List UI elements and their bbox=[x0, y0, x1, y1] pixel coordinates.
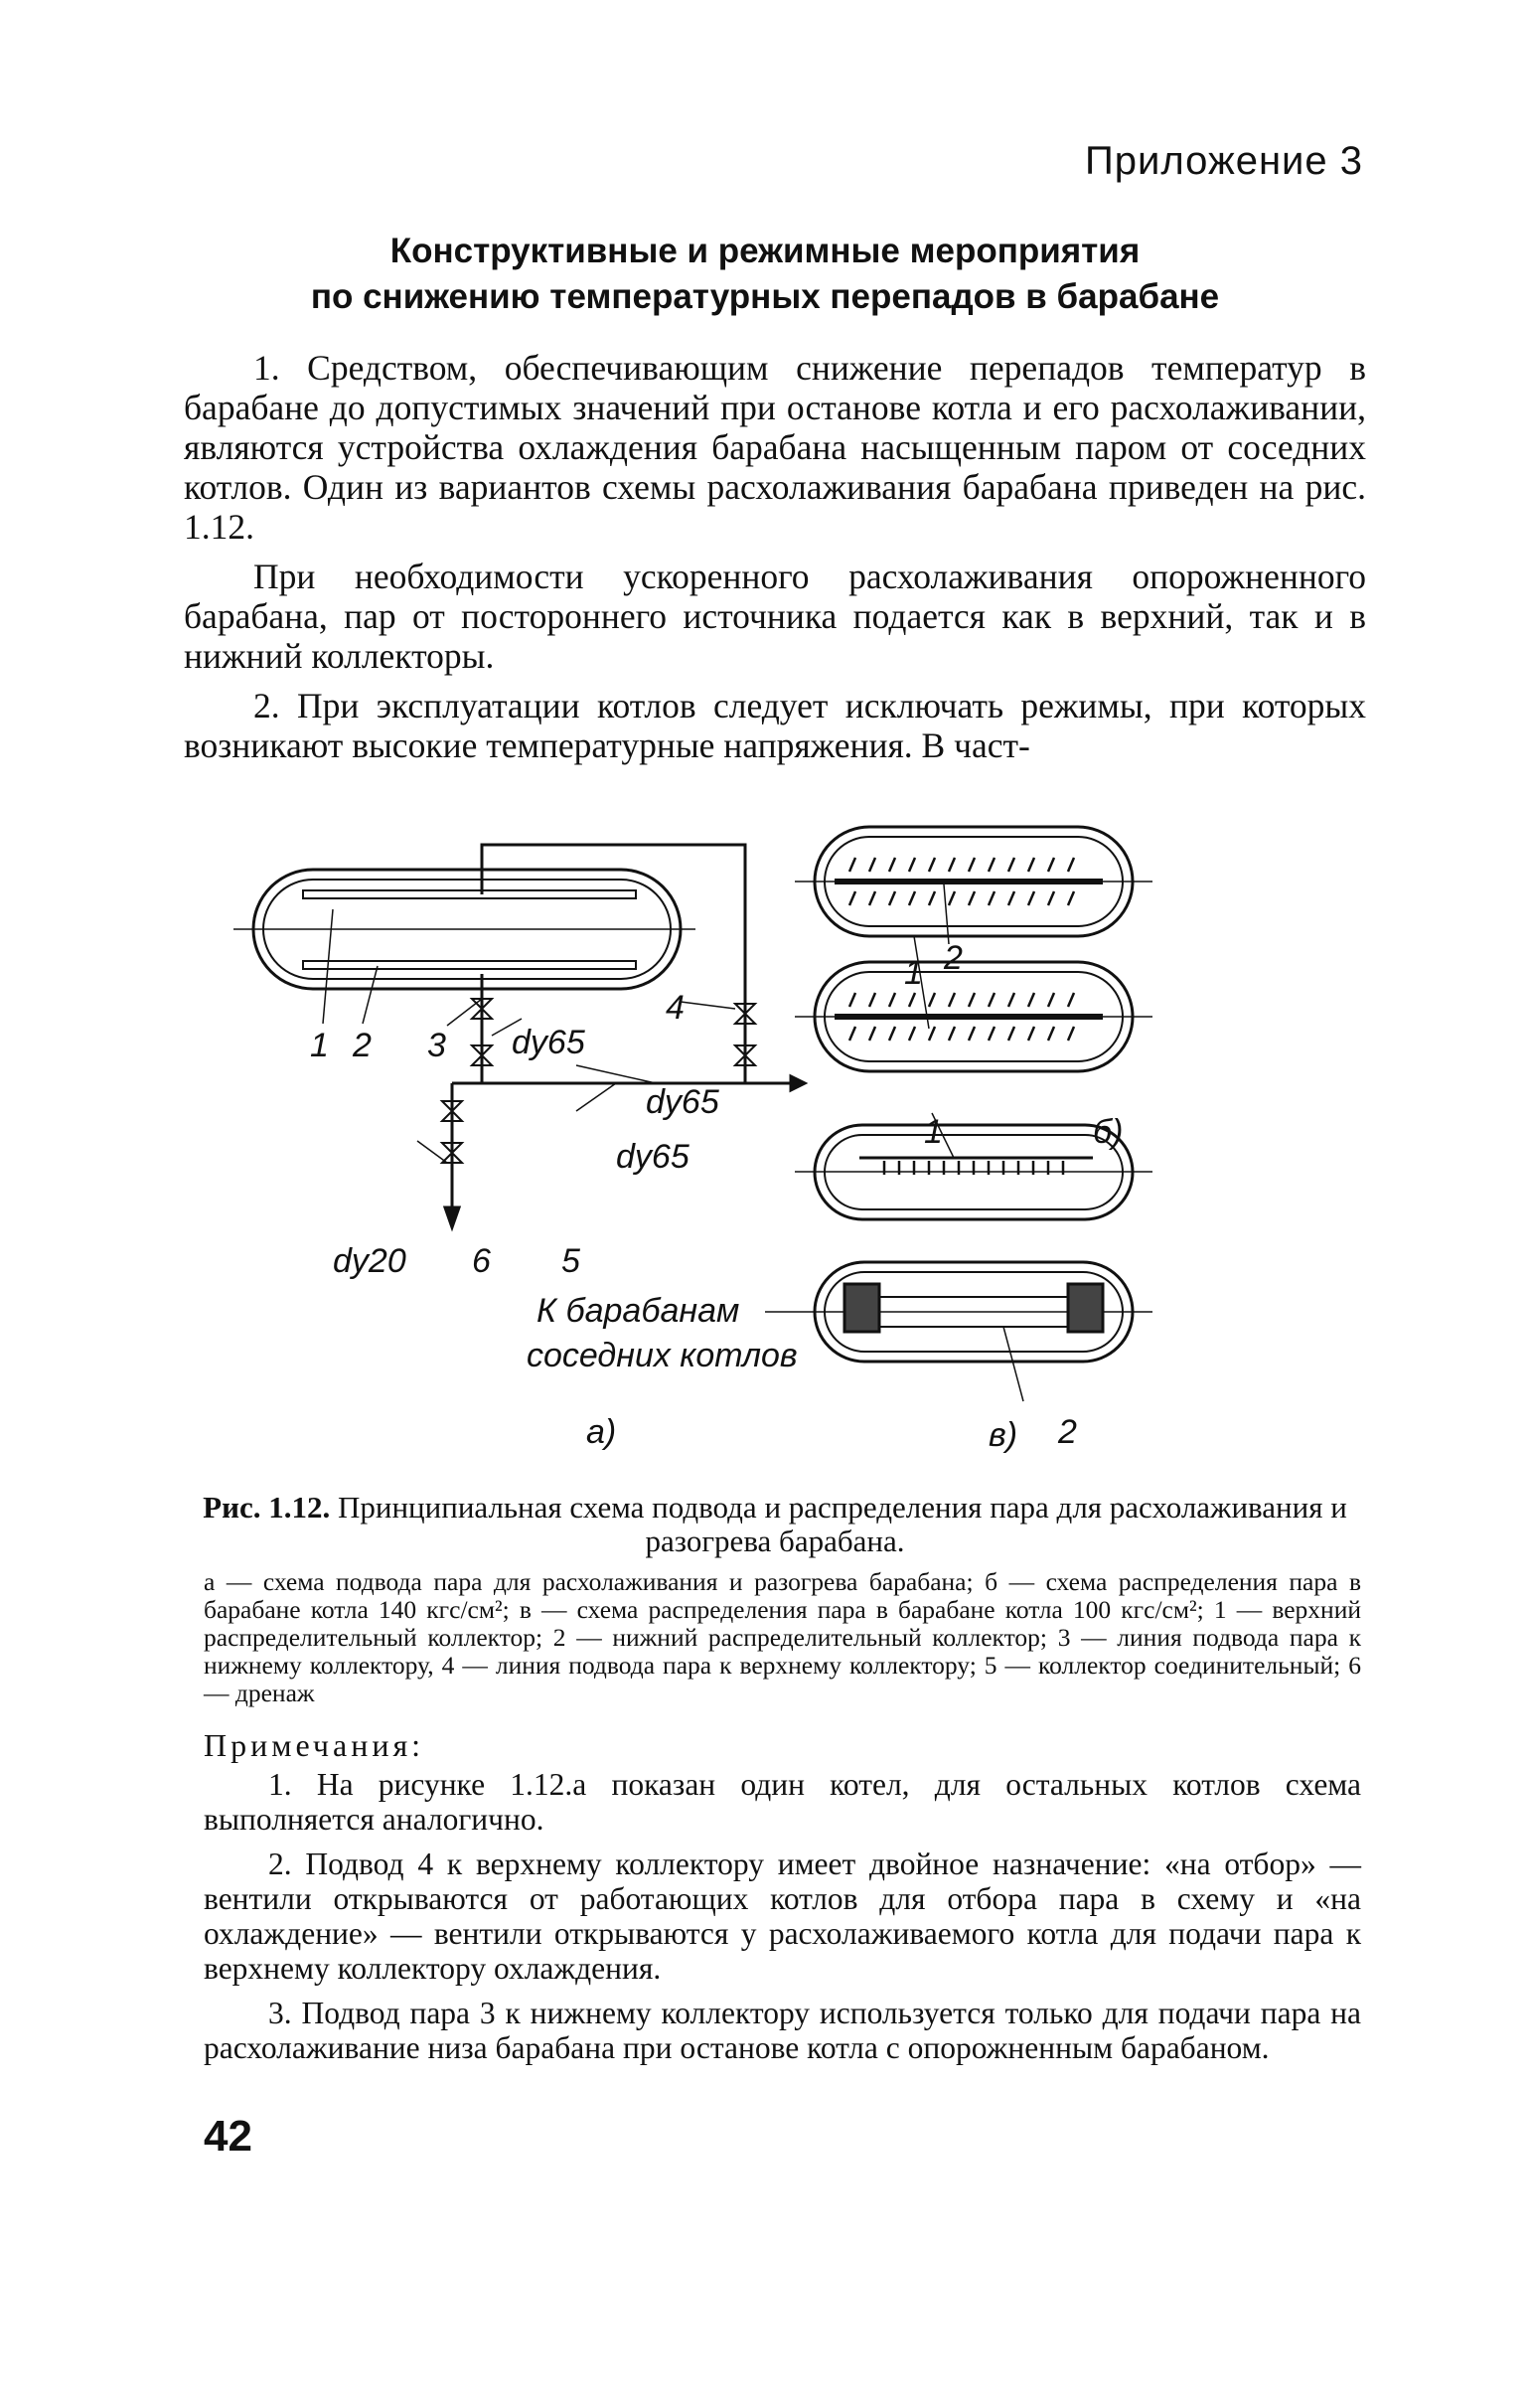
paragraph-3: 2. При эксплуатации котлов следует исключать режимы, при которых возникают высокие температурные напряжения. В част- bbox=[184, 686, 1366, 765]
section-title bbox=[179, 229, 1351, 320]
caption-number: Рис. 1.12. bbox=[203, 1490, 331, 1525]
notes-heading: Примечания: bbox=[204, 1727, 425, 1763]
label-dy65-b: dу65 bbox=[646, 1083, 719, 1121]
note-1: 1. На рисунке 1.12.а показан один котел, для остальных котлов схема выполняется аналогично. bbox=[204, 1767, 1361, 1837]
title-line-2: по снижению температурных перепадов в барабане bbox=[310, 277, 1220, 316]
label-1: 1 bbox=[310, 1027, 329, 1064]
label-5: 5 bbox=[561, 1242, 580, 1280]
caption-text: Принципиальная схема подвода и распределения пара для расхолаживания и разогрева барабана. bbox=[337, 1490, 1347, 1558]
label-dy65-c: dу65 bbox=[616, 1138, 689, 1176]
title-line-1: Конструктивные и режимные мероприятия bbox=[389, 232, 1141, 270]
page-number: 42 bbox=[204, 2112, 252, 2161]
label-destination-2: соседних котлов bbox=[527, 1337, 798, 1374]
label-dy65-a: dу65 bbox=[512, 1024, 585, 1061]
label-v1: 1 bbox=[924, 1113, 943, 1151]
label-part-b: б) bbox=[1093, 1113, 1124, 1151]
label-v2: 2 bbox=[1058, 1413, 1077, 1451]
figure-1-12 bbox=[229, 815, 1341, 1491]
upper-collector-a bbox=[303, 890, 636, 898]
note-2: 2. Подвод 4 к верхнему коллектору имеет двойное назначение: «на отбор» — вентили открываются от работающих котлов для отбора пара в схему и «на охлаждение» — вентили открываются у расхолаживаемого котла для подачи пара к верхнему коллектору охлаждения. bbox=[204, 1846, 1361, 1986]
label-dy20: dу20 bbox=[333, 1242, 406, 1280]
label-4: 4 bbox=[666, 989, 685, 1027]
label-2: 2 bbox=[353, 1027, 372, 1064]
appendix-label: Приложение 3 bbox=[1085, 139, 1363, 183]
label-b1: 1 bbox=[904, 954, 923, 992]
label-b2: 2 bbox=[944, 939, 963, 977]
note-3: 3. Подвод пара 3 к нижнему коллектору используется только для подачи пара на расхолаживание низа барабана при останове котла с опорожненным барабаном. bbox=[204, 1996, 1361, 2065]
figure-legend: а — схема подвода пара для расхолаживания и разогрева барабана; б — схема распределения пара в барабане котла 140 кгс/см²; в — схема распределения пара в барабане котла 100 кгс/см²; 1 — верхний распределительный коллектор; 2 — нижний распределительный коллектор; 3 — линия подвода пара к нижнему коллектору, 4 — линия подвода пара к верхнему коллектору; 5 — коллектор соединительный; 6 — дренаж bbox=[204, 1567, 1361, 1707]
pipe-line-4 bbox=[482, 845, 745, 989]
label-3: 3 bbox=[427, 1027, 446, 1064]
label-part-v: в) bbox=[989, 1416, 1018, 1454]
figure-caption bbox=[189, 1491, 1361, 1558]
lower-collector-a bbox=[303, 961, 636, 969]
main-text bbox=[184, 348, 1366, 775]
notes-list bbox=[204, 1767, 1361, 2075]
label-destination-1: К барабанам bbox=[536, 1292, 740, 1330]
label-part-a: а) bbox=[586, 1413, 617, 1451]
label-6: 6 bbox=[472, 1242, 491, 1280]
paragraph-2: При необходимости ускоренного расхолаживания опорожненного барабана, пар от постороннего источника подается как в верхний, так и в нижний коллекторы. bbox=[184, 557, 1366, 676]
paragraph-1: 1. Средством, обеспечивающим снижение перепадов температур в барабане до допустимых значений при останове котла и его расхолаживании, являются устройства охлаждения барабана насыщенным паром от соседних котлов. Один из вариантов схемы расхолаживания барабана приведен на рис. 1.12. bbox=[184, 348, 1366, 547]
